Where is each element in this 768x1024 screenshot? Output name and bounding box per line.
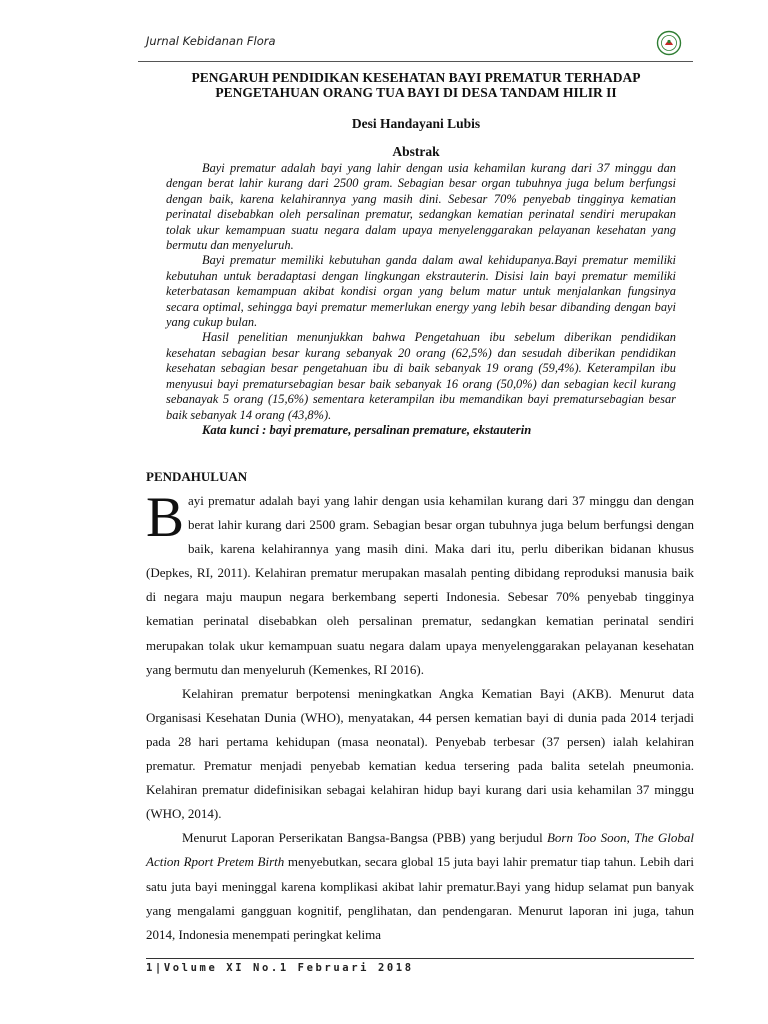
section-heading: PENDAHULUAN [146,469,248,484]
author-name: Desi Handayani Lubis [351,116,481,131]
report-title-italic: Born Too Soon, The Global Action Rport Pretem Birth [146,830,694,870]
journal-name: Jurnal Kebidanan Flora [146,34,276,48]
title-line-2: PENGETAHUAN ORANG TUA BAYI DI DESA TANDAM HILIR II [215,85,617,100]
abstract-paragraph: Bayi prematur memiliki kebutuhan ganda dalam awal kehidupanya.Bayi prematur memiliki kebutuhan untuk beradaptasi dengan lingkungan ekstrauterin. Disisi lain bayi prematur memiliki keterbatasan kemampuan akibat kondisi organ yang belum matur untuk menjalankan fungsinya secara optimal, sehingga bayi prematur memerlukan energy yang lebih besar dibanding dengan bayi yang cukup bulan. [166,253,676,330]
abstract [166,161,676,438]
abstract-paragraph: Hasil penelitian menunjukkan bahwa Pengetahuan ibu sebelum diberikan pendidikan kesehatan sebagian besar kurang sebanyak 20 orang (62,5%) dan sesudah diberikan pendidikan kesehatan sebagian besar pengetahuan ibu di baik sebanyak 19 orang (59,4%). Keterampilan ibu menyusui bayi prematursebagian besar baik sebanyak 16 orang (50,0%) dan sebagian kecil kurang sebanayak 5 orang (15,6%) sementara keterampilan ibu memandikan bayi prematursebagian besar baik sebanyak 14 orang (43,8%). [166,330,676,422]
journal-logo-icon [656,30,682,56]
header-rule [138,61,693,62]
body-paragraph [146,486,694,682]
article-title [140,70,692,100]
page-footer: 1|Volume XI No.1 Februari 2018 [146,962,414,974]
footer-rule [146,958,694,959]
title-line-1: PENGARUH PENDIDIKAN KESEHATAN BAYI PREMATUR TERHADAP [191,70,641,85]
body-text-segment: Menurut Laporan Perserikatan Bangsa-Bangsa (PBB) yang berjudul [182,830,547,846]
drop-cap: B [146,486,185,549]
body-paragraph-text: ayi prematur adalah bayi yang lahir dengan usia kehamilan kurang dari 37 minggu dan dengan berat lahir kurang dari 2500 gram. Sebagian besar organ tubuhnya juga belum berfungsi dengan baik, karena kelahirannya yang masih dini. Maka dari itu, perlu diberikan bidanan khusus (Depkes, RI, 2011). Kelahiran prematur merupakan masalah penting dibidang reproduksi manusia baik di negara maju maupun negara berkembang seperti Indonesia. Sebesar 70% penyebab tingginya kematian perinatal disebabkan oleh persalinan prematur, sedangkan kematian perinatal sendiri merupakan tolak ukur kemampuan suatu negara dalam upaya menyelenggarakan pelayanan kesehatan yang bermutu dan menyeluruh (Kemenkes, RI 2016). [146,493,694,677]
abstract-paragraph: Bayi prematur adalah bayi yang lahir dengan usia kehamilan kurang dari 37 minggu dan dengan berat lahir kurang dari 2500 gram. Sebagian besar organ tubuhnya juga belum berfungsi dengan baik, karena kelahirannya yang masih dini. Sebesar 70% penyebab tingginya kematian perinatal disebabkan oleh persalinan prematur, sedangkan kematian perinatal sendiri merupakan tolak ukur kemampuan suatu negara dalam upaya menyelenggarakan pelayanan kesehatan yang bermutu dan menyeluruh. [166,161,676,253]
body-paragraph [146,826,694,946]
body-paragraph: Kelahiran prematur berpotensi meningkatkan Angka Kematian Bayi (AKB). Menurut data Organisasi Kesehatan Dunia (WHO), menyatakan, 44 persen kematian bayi di dunia pada 2014 terjadi pada 28 hari pertama kehidupan (masa neonatal). Penyebab terbesar (37 persen) ialah kelahiran prematur. Prematur menjadi penyebab kematian kedua tersering pada balita setelah pneumonia. Kelahiran prematur didefinisikan sebagai kelahiran hidup bayi kurang dari usia kehamilan 37 minggu (WHO, 2014). [146,685,694,822]
body-text-segment: menyebutkan, secara global 15 juta bayi lahir prematur tiap tahun. Lebih dari satu juta bayi meninggal karena komplikasi akibat lahir prematur.Bayi yang hidup selamat pun banyak yang mengalami gangguan kognitif, penglihatan, dan pendengaran. Menurut laporan ini juga, tahun 2014, Indonesia menempati peringkat kelima [146,854,695,942]
body-text [146,486,695,947]
abstract-heading: Abstrak [392,144,440,159]
keywords: Kata kunci : bayi premature, persalinan premature, ekstauterin [202,422,532,437]
